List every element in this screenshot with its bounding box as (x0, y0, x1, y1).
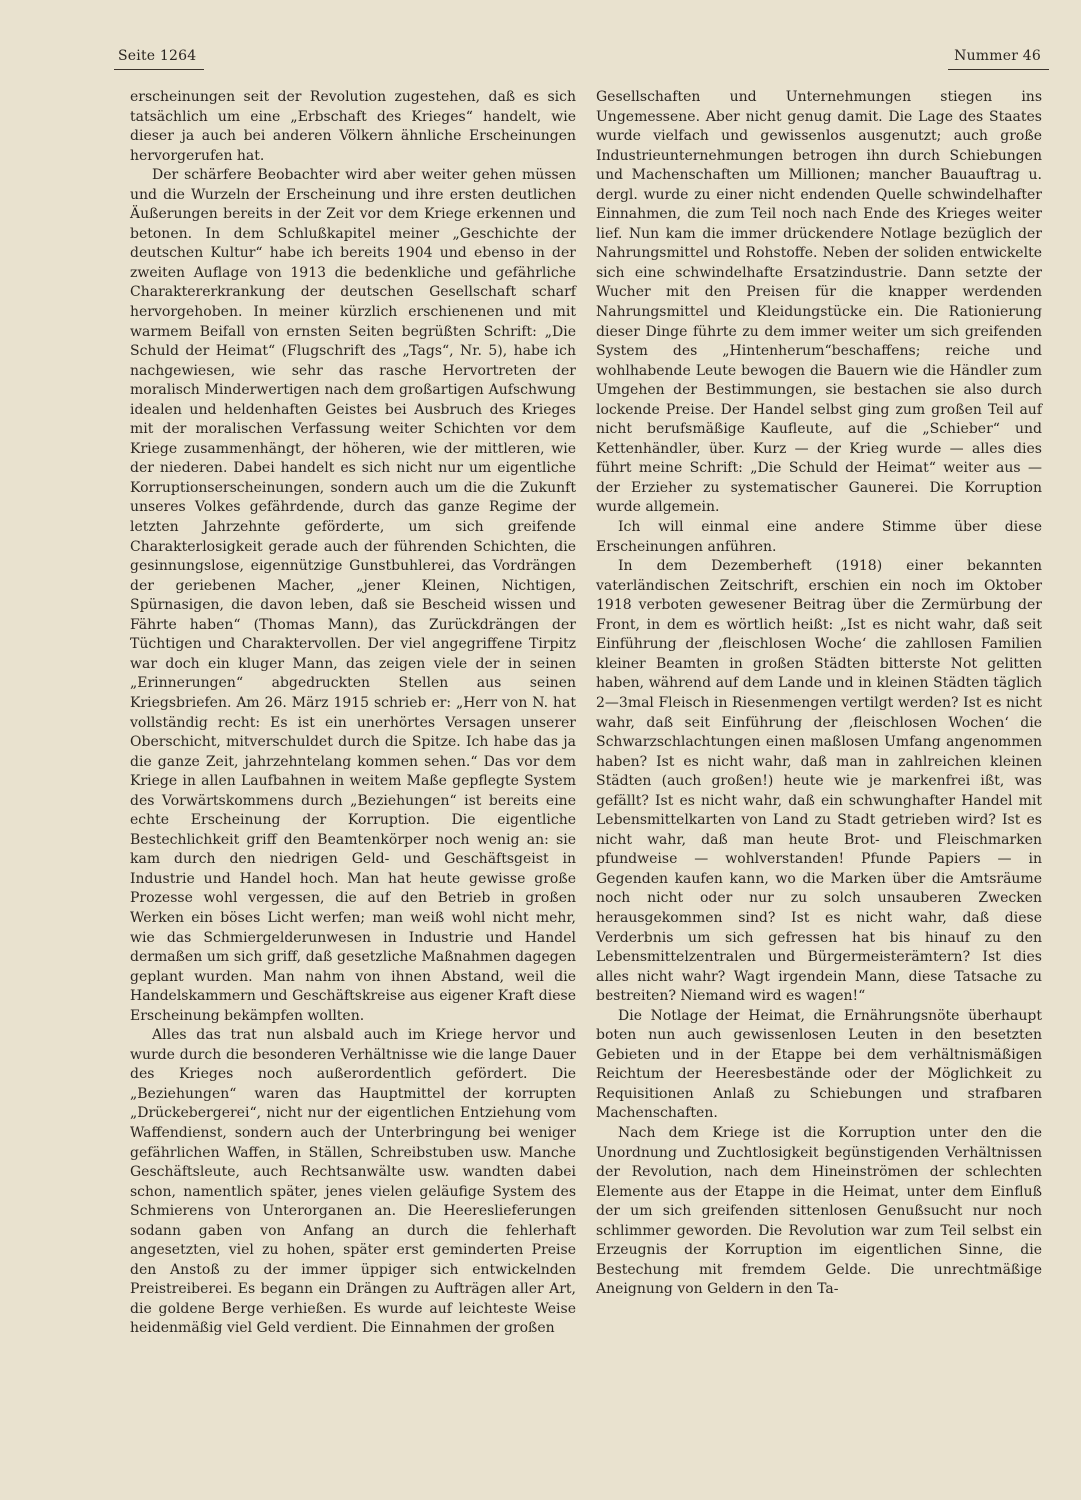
paragraph: In dem Dezemberheft (1918) einer bekannten vaterländischen Zeitschrift, erschien ein noch im Oktober 1918 verboten gewesener Beitrag über die Zermürbung der Front, in dem es wörtlich heißt: „Ist es nicht wahr, daß seit Einführung der ‚fleischlosen Woche‘ die zahllosen Familien kleiner Beamten in großen Städten bitterste Not gelitten haben, während auf dem Lande und in kleinen Städten täglich 2—3mal Fleisch in Riesenmengen vertilgt werden? Ist es nicht wahr, daß seit Einführung der ‚fleischlosen Wochen‘ die Schwarzschlachtungen einen maßlosen Umfang angenommen haben? Ist es nicht wahr, daß man in zahlreichen kleinen Städten (auch großen!) heute wie je markenfrei ißt, was gefällt? Ist es nicht wahr, daß ein schwunghafter Handel mit Lebensmittelkarten von Land zu Stadt getrieben wird? Ist es nicht wahr, daß man heute Brot- und Fleischmarken pfundweise — wohlverstanden! Pfunde Papiers — in Gegenden kaufen kann, wo die Marken über die Amtsräume noch nicht oder nur zu solch unsauberen Zwecken herausgekommen sind? Ist es nicht wahr, daß diese Verderbnis um sich gefressen hat bis hinauf zu den Lebensmittelzentralen und Bürgermeisterämtern? Ist dies alles nicht wahr? Wagt irgendein Mann, diese Tatsache zu bestreiten? Niemand wird es wagen!“ (596, 558, 1042, 1005)
paragraph: Der schärfere Beobachter wird aber weiter gehen müssen und die Wurzeln der Erscheinung und ihre ersten deutlichen Äußerungen bereits in der Zeit vor dem Kriege erkennen und betonen. In dem Schlußkapitel meiner „Geschichte der deutschen Kultur“ habe ich bereits 1904 und ebenso in der zweiten Auflage von 1913 die bedenkliche und gefährliche Charaktererkrankung der deutschen Gesellschaft scharf hervorgehoben. In meiner kürzlich erschienenen und mit warmem Beifall von ernsten Seiten begrüßten Schrift: „Die Schuld der Heimat“ (Flugschrift des „Tags“, Nr. 5), habe ich nachgewiesen, wie sehr das rasche Hervortreten der moralisch Minderwertigen nach dem großartigen Aufschwung idealen und heldenhaften Geistes bei Ausbruch des Krieges mit der moralischen Verfassung weiter Schichten vor dem Kriege zusammenhängt, der höheren, wie der mittleren, wie der niederen. Dabei handelt es sich nicht nur um eigentliche Korruptionserscheinungen, sondern auch um die die Zukunft unseres Volkes gefährdende, durch das ganze Regime der letzten Jahrzehnte geförderte, um sich greifende Charakterlosigkeit gerade auch der führenden Schichten, die gesinnungslose, eigennützige Gunstbuhlerei, das Vordrängen der geriebenen Macher, „jener Kleinen, Nichtigen, Spürnasigen, die davon leben, daß sie Bescheid wissen und Fährte haben“ (Thomas Mann), das Zurückdrängen der Tüchtigen und Charaktervollen. Der viel angegriffene Tirpitz war doch ein kluger Mann, das zeigen viele der in seinen „Erinnerungen“ abgedruckten Stellen aus seinen Kriegsbriefen. Am 26. März 1915 schrieb er: „Herr von N. hat vollständig recht: Es ist ein unerhörtes Versagen unserer Oberschicht, mitverschuldet durch die Spitze. Ich habe das ja die ganze Zeit, jahrzehntelang kommen sehen.“ Das vor dem Kriege in allen Laufbahnen in weitem Maße gepflegte System des Vorwärtskommens durch „Beziehungen“ ist bereits eine echte Erscheinung der Korruption. Die eigentliche Bestechlichkeit griff den Beamtenkörper noch wenig an: sie kam durch den niedrigen Geld- und Geschäftsgeist in Industrie und Handel hoch. Man hat heute gewisse große Prozesse wohl vergessen, die auf den Betrieb in großen Werken ein böses Licht werfen; man weiß wohl nicht mehr, wie das Schmiergelderunwesen in Industrie und Handel dermaßen um sich griff, daß gesetzliche Maßnahmen dagegen geplant wurden. Man nahm von ihnen Abstand, weil die Handelskammern und Geschäftskreise aus eigener Kraft diese Erscheinung bekämpfen wollten. (130, 167, 576, 1024)
issue-number: Nummer 46 (954, 48, 1041, 64)
paragraph: Ich will einmal eine andere Stimme über diese Erscheinungen anführen. (596, 519, 1042, 555)
paragraph: erscheinungen seit der Revolution zugestehen, daß es sich tatsächlich um eine „Erbschaft des Krieges“ handelt, wie dieser ja auch bei anderen Völkern ähnliche Erscheinungen hervorgerufen hat. (130, 89, 576, 164)
paragraph: Gesellschaften und Unternehmungen stiegen ins Ungemessene. Aber nicht genug damit. Die Lage des Staates wurde vielfach und gewissenlos ausgenutzt; auch große Industrieunternehmungen betrogen ihn durch Schiebungen und Machenschaften um Millionen; mancher Bauauftrag u. dergl. wurde zu einer nicht endenden Quelle schwindelhafter Einnahmen, die zum Teil noch nach Ende des Krieges weiter lief. Nun kam die immer drückendere Notlage bezüglich der Nahrungsmittel und Rohstoffe. Neben der soliden entwickelte sich eine schwindelhafte Ersatzindustrie. Dann setzte der Wucher mit den Preisen für die knapper werdenden Nahrungsmittel und Kleidungstücke ein. Die Rationierung dieser Dinge führte zu dem immer weiter um sich greifenden System des „Hintenherum“beschaffens; reiche und wohlhabende Leute bewogen die Bauern wie die Händler zum Umgehen der Bestimmungen, sie bestachen sie also durch lockende Preise. Der Handel selbst ging zum großen Teil auf nicht berufsmäßige Kaufleute, auf die „Schieber“ und Kettenhändler, über. Kurz — der Krieg wurde — alles dies führt meine Schrift: „Die Schuld der Heimat“ weiter aus — der Erzieher zu systematischer Gaunerei. Die Korruption wurde allgemein. (596, 89, 1042, 516)
article-body (130, 88, 1050, 1473)
paragraph: Nach dem Kriege ist die Korruption unter den die Unordnung und Zuchtlosigkeit begünstigenden Verhältnissen der Revolution, nach dem Hineinströmen der schlechten Elemente aus der Etappe in die Heimat, unter dem Einfluß der um sich greifenden sittenlosen Genußsucht nur noch schlimmer geworden. Die Revolution war zum Teil selbst ein Erzeugnis der Korruption im eigentlichen Sinne, die Bestechung mit fremdem Gelde. Die unrechtmäßige Aneignung von Geldern in den Ta- (596, 1124, 1042, 1298)
right-column (596, 88, 1042, 1300)
paragraph: Die Notlage der Heimat, die Ernährungsnöte überhaupt boten nun auch gewissenlosen Leuten in den besetzten Gebieten und in der Etappe bei dem verhältnismäßigen Reichtum der Heeresbestände oder der Möglichkeit zu Requisitionen Anlaß zu Schiebungen und strafbaren Machenschaften. (596, 1007, 1042, 1122)
paragraph: Alles das trat nun alsbald auch im Kriege hervor und wurde durch die besonderen Verhältnisse wie die lange Dauer des Krieges noch außerordentlich gefördert. Die „Beziehungen“ waren das Hauptmittel der korrupten „Drückebergerei“, nicht nur der eigentlichen Entziehung vom Waffendienst, sondern auch der Unterbringung bei weniger gefährlichen Waffen, in Ställen, Schreibstuben usw. Manche Geschäftsleute, auch Rechtsanwälte usw. wandten dabei schon, namentlich später, jenes vielen geläufige System des Schmierens von Unterorganen an. Die Heereslieferungen sodann gaben von Anfang an durch die fehlerhaft angesetzten, viel zu hohen, später erst geminderten Preise den Anstoß zu der immer üppiger sich entwickelnden Preistreiberei. Es begann ein Drängen zu Aufträgen aller Art, die goldene Berge verhießen. Es wurde auf leichteste Weise heidenmäßig viel Geld verdient. Die Einnahmen der großen (130, 1027, 576, 1337)
left-column (130, 88, 576, 1339)
page-number: Seite 1264 (118, 48, 197, 64)
page-header (118, 48, 1041, 74)
